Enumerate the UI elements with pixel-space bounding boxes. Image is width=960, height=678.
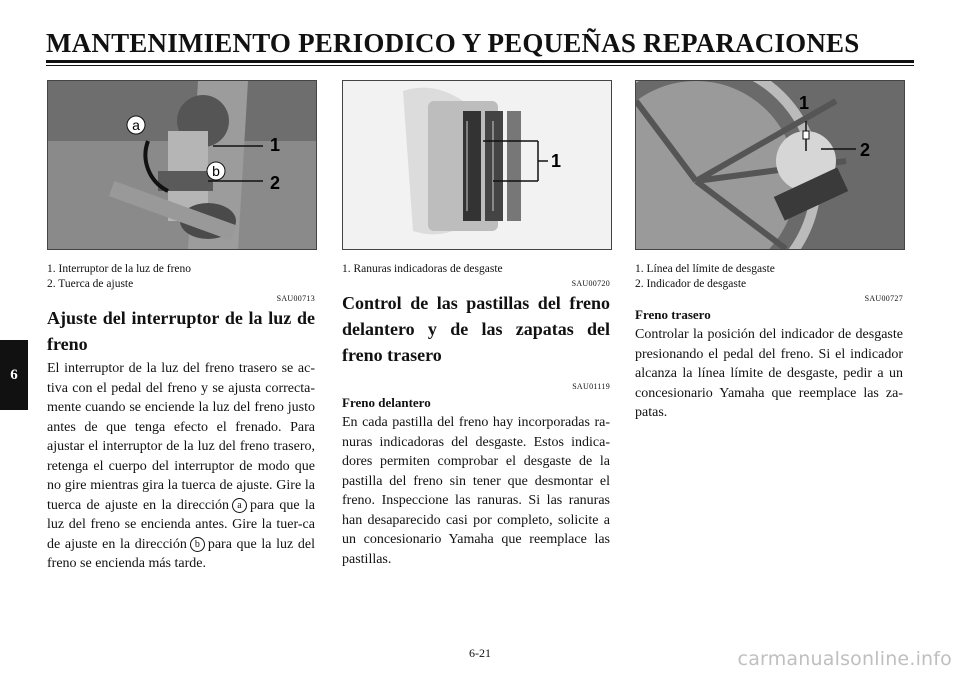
- photo-captions: [47, 262, 315, 292]
- section-code: SAU01119: [572, 382, 610, 391]
- caption-item: 1. Ranuras indicadoras de desgaste: [342, 263, 503, 275]
- photo-label-a: a: [132, 117, 140, 133]
- direction-a-icon: a: [232, 498, 247, 513]
- chapter-tab: 6: [0, 340, 28, 410]
- column-rear-brake: [635, 80, 903, 423]
- page-number: 6-21: [469, 646, 491, 660]
- section-code: SAU00713: [276, 294, 315, 303]
- photo-brake-pads: [342, 80, 612, 250]
- watermark: carmanualsonline.info: [737, 648, 952, 670]
- header-rule-thin: [46, 65, 914, 66]
- photo-label-b: b: [212, 163, 220, 179]
- photo-rear-brake: [635, 80, 905, 250]
- photo-captions: [635, 262, 903, 292]
- page-title: MANTENIMIENTO PERIODICO Y PEQUEÑAS REPARACIONES: [46, 28, 860, 58]
- section-paragraph: Controlar la posición del indicador de desgaste presionando el pedal del freno. Si el indicador alcanza la línea límite de desgaste, pedir a un concesionario Yamaha que reemplace las za-patas.: [635, 327, 903, 420]
- section-code: SAU00727: [864, 294, 903, 303]
- photo-label-1: 1: [270, 135, 281, 155]
- photo-label-1: 1: [551, 151, 562, 171]
- column-front-brake-pads: [342, 80, 610, 569]
- photo-label-2: 2: [860, 140, 871, 160]
- subsection-heading: Freno trasero: [635, 307, 711, 322]
- caption-item: 1. Línea del límite de desgaste: [635, 263, 775, 275]
- photo-label-1: 1: [799, 93, 810, 113]
- direction-b-icon: b: [190, 537, 205, 552]
- header-rule: [46, 60, 914, 63]
- caption-item: 2. Indicador de desgaste: [635, 278, 747, 290]
- photo-label-2: 2: [270, 173, 281, 193]
- column-brake-light-switch: [47, 80, 315, 574]
- section-paragraph: En cada pastilla del freno hay incorporadas ra-nuras indicadoras del desgaste. Estos indica-dores permiten comprobar el desgaste de la pastilla del freno sin tener que desmontar el freno. Inspeccione las ranuras. Si las ranuras han desaparecido casi por completo, solicite a un concesionario Yamaha que reemplace las pastillas.: [342, 415, 610, 567]
- subsection-heading: Freno delantero: [342, 395, 431, 410]
- photo-brake-light-switch: [47, 80, 317, 250]
- section-paragraph: El interruptor de la luz del freno trasero se ac-tiva con el pedal del freno y se ajusta correcta-mente cuando se enciende la luz del freno justo antes de que tenga efecto el frenado. Para ajustar el interruptor de la luz del freno trasero, retenga el cuerpo del interruptor de modo que no gire mientras gira la tuerca de ajuste. Gire la tuerca de ajuste en la dirección a para que la luz del freno se encienda antes. Gire la tuer-ca de ajuste en la dirección b para que la luz del freno se encienda más tarde.: [47, 361, 315, 571]
- caption-item: 1. Interruptor de la luz de freno: [47, 263, 192, 275]
- section-code: SAU00720: [571, 279, 610, 288]
- photo-captions: [342, 262, 610, 277]
- section-heading: Ajuste del interruptor de la luz de freno: [47, 308, 315, 354]
- section-heading: Control de las pastillas del freno delantero y de las zapatas del freno trasero: [342, 293, 610, 365]
- caption-item: 2. Tuerca de ajuste: [47, 278, 134, 290]
